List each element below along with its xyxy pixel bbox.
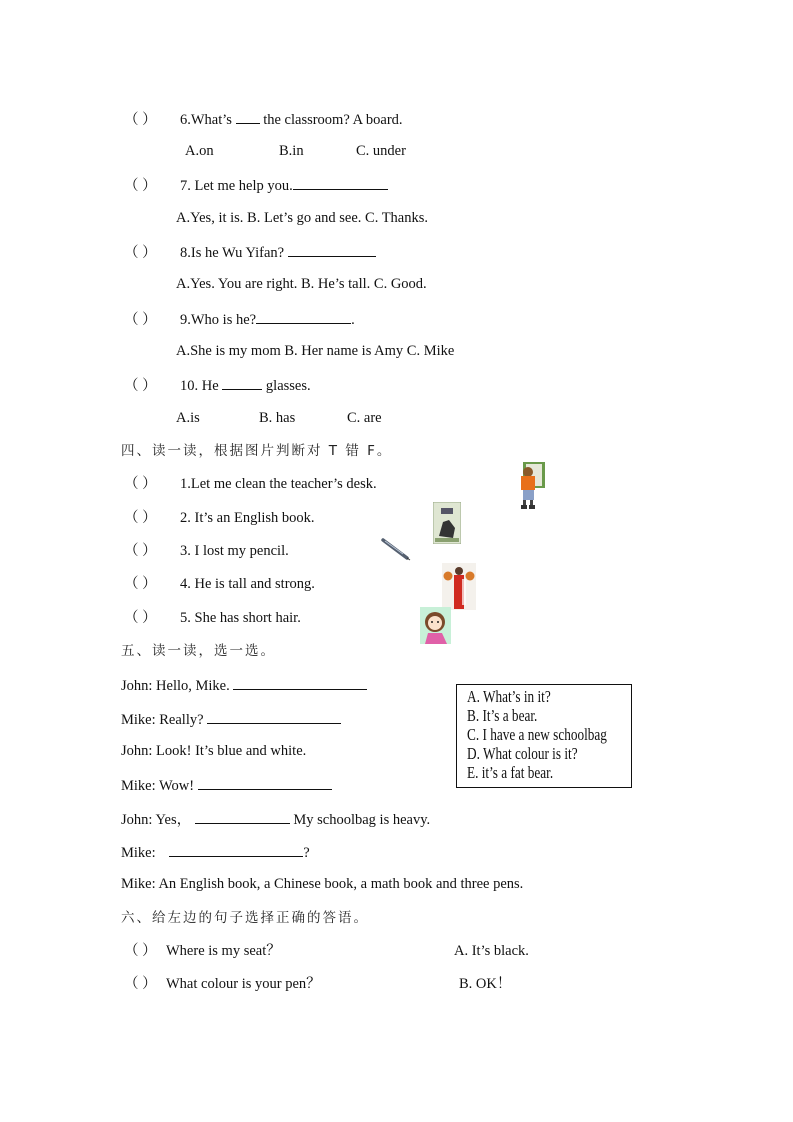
match-item-2: [124, 975, 321, 993]
section-6-title: 六、给左边的句子选择正确的答语。: [121, 910, 369, 926]
question-7-options: A.Yes, it is. B. Let’s go and see. C. Thanks.: [176, 210, 429, 226]
question-8-options: A.Yes. You are right. B. He’s tall. C. Good.: [176, 276, 427, 292]
answer-blank[interactable]: [222, 375, 262, 390]
answer-blank[interactable]: [233, 675, 367, 690]
dialogue-line-3: John: Look! It’s blue and white.: [121, 743, 307, 759]
match-answer-a: A. It’s black.: [454, 943, 529, 959]
match-item-1: [124, 942, 281, 960]
dialogue-line-6: [121, 842, 310, 862]
choice-a: A. What’s in it?: [467, 687, 551, 706]
answer-parentheses[interactable]: （ ）: [124, 476, 157, 492]
choice-e: E. it’s a fat bear.: [467, 763, 554, 782]
dialogue-text: John: Yes，: [121, 812, 192, 828]
dialogue-line-7: Mike: An English book, a Chinese book, a math book and three pens.: [121, 876, 524, 892]
tf-statement: 4. He is tall and strong.: [180, 576, 315, 592]
option-c: C. are: [347, 410, 382, 426]
match-question: Where is my seat？: [166, 943, 281, 959]
answer-blank[interactable]: [288, 242, 376, 257]
option-a: A.on: [185, 143, 214, 159]
chinese-book-picture: [433, 502, 461, 544]
answer-blank[interactable]: [256, 309, 351, 324]
answer-parentheses[interactable]: （ ）: [124, 976, 157, 992]
option-c: C. under: [356, 143, 406, 159]
question-8: [124, 242, 376, 262]
choice-b: B. It’s a bear.: [467, 706, 538, 725]
question-stem-end: glasses.: [265, 378, 311, 394]
section-5-title: 五、读一读，选一选。: [121, 643, 276, 659]
answer-blank[interactable]: [207, 709, 341, 724]
tf-item-3: [124, 542, 289, 560]
answer-parentheses[interactable]: （ ）: [124, 610, 157, 626]
dialogue-text-end: ?: [303, 845, 310, 861]
answer-blank[interactable]: [293, 175, 388, 190]
answer-parentheses[interactable]: （ ）: [124, 245, 157, 261]
dialogue-text: Mike: Wow!: [121, 778, 195, 794]
tf-item-4: [124, 575, 315, 593]
answer-blank[interactable]: [169, 842, 303, 857]
question-stem: 9.Who is he?: [180, 312, 257, 328]
choice-c: C. I have a new schoolbag: [467, 725, 607, 744]
girl-picture: [420, 607, 451, 644]
answer-parentheses[interactable]: （ ）: [124, 312, 157, 328]
tf-statement: 1.Let me clean the teacher’s desk.: [180, 476, 377, 492]
answer-blank[interactable]: [195, 809, 290, 824]
dialogue-text: Mike: Really?: [121, 712, 204, 728]
dialogue-line-5: [121, 809, 430, 829]
question-stem: 10. He: [180, 378, 219, 394]
answer-parentheses[interactable]: （ ）: [124, 112, 157, 128]
dialogue-text: Mike:: [121, 845, 156, 861]
question-10-options: [176, 409, 382, 427]
dialogue-text: John: Hello, Mike.: [121, 678, 230, 694]
dialogue-line-4: [121, 775, 332, 795]
answer-parentheses[interactable]: （ ）: [124, 576, 157, 592]
question-stem-end: .: [351, 312, 355, 328]
match-question: What colour is your pen？: [166, 976, 321, 992]
option-b: B.in: [279, 143, 304, 159]
question-stem-end: the classroom? A board.: [263, 112, 403, 128]
match-answer-b: B. OK！: [459, 976, 512, 992]
answer-blank[interactable]: [198, 775, 332, 790]
choice-d: D. What colour is it?: [467, 744, 578, 763]
tf-statement: 3. I lost my pencil.: [180, 543, 289, 559]
boy-cleaning-window-picture: [515, 462, 545, 510]
tf-item-1: [124, 475, 377, 493]
dialogue-line-1: [121, 675, 367, 695]
tf-item-2: [124, 509, 315, 527]
tf-statement: 2. It’s an English book.: [180, 510, 315, 526]
answer-parentheses[interactable]: （ ）: [124, 178, 157, 194]
question-stem: 8.Is he Wu Yifan?: [180, 245, 285, 261]
tf-item-5: [124, 609, 301, 627]
answer-blank[interactable]: [236, 109, 260, 124]
section-4-title: 四、读一读，根据图片判断对 T 错 F。: [121, 443, 393, 459]
option-a: A.is: [176, 410, 200, 426]
question-6-options: [185, 142, 406, 160]
question-stem: 6.What’s: [180, 112, 232, 128]
dialogue-text-end: My schoolbag is heavy.: [293, 812, 431, 828]
pen-picture: [381, 538, 411, 562]
answer-parentheses[interactable]: （ ）: [124, 378, 157, 394]
dialogue-line-2: [121, 709, 341, 729]
choices-box: [456, 684, 632, 788]
question-7: [124, 175, 388, 195]
question-6: [124, 109, 403, 129]
option-b: B. has: [259, 410, 296, 426]
tf-statement: 5. She has short hair.: [180, 610, 301, 626]
question-stem: 7. Let me help you.: [180, 178, 293, 194]
answer-parentheses[interactable]: （ ）: [124, 543, 157, 559]
question-10: [124, 375, 311, 395]
basketball-player-picture: [442, 563, 476, 610]
answer-parentheses[interactable]: （ ）: [124, 943, 157, 959]
question-9: [124, 309, 355, 329]
answer-parentheses[interactable]: （ ）: [124, 510, 157, 526]
question-9-options: A.She is my mom B. Her name is Amy C. Mike: [176, 343, 455, 359]
